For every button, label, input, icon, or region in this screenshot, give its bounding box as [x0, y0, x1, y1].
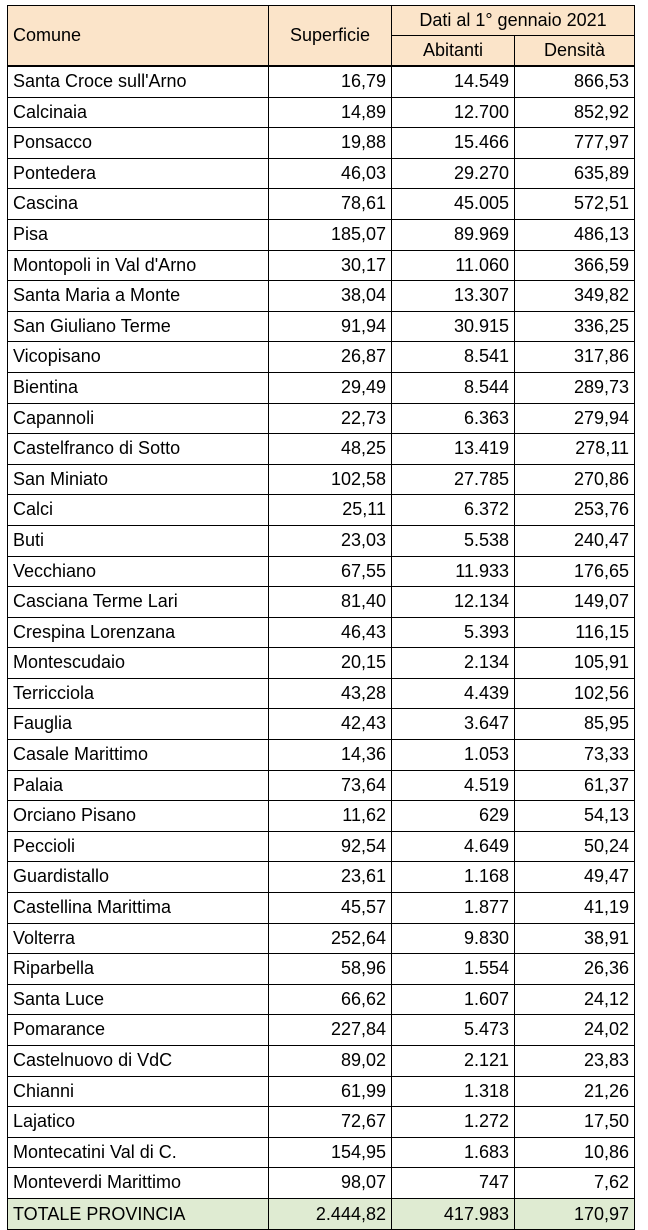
cell-comune: Guardistallo — [8, 862, 269, 893]
cell-densita: 41,19 — [515, 893, 635, 924]
cell-abitanti: 11.060 — [392, 250, 515, 281]
table-row — [8, 128, 635, 159]
cell-abitanti: 4.439 — [392, 678, 515, 709]
table-row — [8, 342, 635, 373]
cell-abitanti: 15.466 — [392, 128, 515, 159]
cell-abitanti: 1.683 — [392, 1137, 515, 1168]
table-row — [8, 403, 635, 434]
cell-comune: Vecchiano — [8, 556, 269, 587]
cell-abitanti: 629 — [392, 801, 515, 832]
table-row — [8, 831, 635, 862]
cell-comune: Santa Croce sull'Arno — [8, 66, 269, 97]
table-row — [8, 281, 635, 312]
cell-comune: Ponsacco — [8, 128, 269, 159]
table-row — [8, 709, 635, 740]
table-row — [8, 1107, 635, 1138]
table-row — [8, 1076, 635, 1107]
total-label: TOTALE PROVINCIA — [8, 1198, 269, 1229]
cell-densita: 10,86 — [515, 1137, 635, 1168]
cell-abitanti: 8.544 — [392, 372, 515, 403]
table-row — [8, 678, 635, 709]
cell-comune: Santa Maria a Monte — [8, 281, 269, 312]
cell-comune: Terricciola — [8, 678, 269, 709]
cell-densita: 486,13 — [515, 219, 635, 250]
cell-abitanti: 89.969 — [392, 219, 515, 250]
cell-abitanti: 4.519 — [392, 770, 515, 801]
cell-superficie: 25,11 — [269, 495, 392, 526]
cell-densita: 572,51 — [515, 189, 635, 220]
cell-superficie: 92,54 — [269, 831, 392, 862]
table-row — [8, 556, 635, 587]
cell-comune: Casale Marittimo — [8, 740, 269, 771]
cell-abitanti: 45.005 — [392, 189, 515, 220]
table-row — [8, 1046, 635, 1077]
cell-superficie: 61,99 — [269, 1076, 392, 1107]
cell-densita: 852,92 — [515, 97, 635, 128]
cell-densita: 176,65 — [515, 556, 635, 587]
header-dati-group: Dati al 1° gennaio 2021 — [392, 6, 635, 36]
table-row — [8, 770, 635, 801]
cell-superficie: 66,62 — [269, 984, 392, 1015]
cell-densita: 24,12 — [515, 984, 635, 1015]
cell-densita: 349,82 — [515, 281, 635, 312]
cell-superficie: 72,67 — [269, 1107, 392, 1138]
cell-abitanti: 9.830 — [392, 923, 515, 954]
cell-comune: Bientina — [8, 372, 269, 403]
cell-superficie: 14,89 — [269, 97, 392, 128]
header-superficie: Superficie — [269, 6, 392, 67]
table-row — [8, 372, 635, 403]
cell-comune: Capannoli — [8, 403, 269, 434]
cell-superficie: 78,61 — [269, 189, 392, 220]
table-row — [8, 923, 635, 954]
cell-comune: Buti — [8, 525, 269, 556]
cell-comune: Casciana Terme Lari — [8, 587, 269, 618]
cell-comune: Santa Luce — [8, 984, 269, 1015]
table-row — [8, 97, 635, 128]
cell-superficie: 58,96 — [269, 954, 392, 985]
cell-comune: Volterra — [8, 923, 269, 954]
header-comune: Comune — [8, 6, 269, 67]
table-row — [8, 219, 635, 250]
table-body — [8, 66, 635, 1198]
cell-abitanti: 8.541 — [392, 342, 515, 373]
cell-superficie: 46,03 — [269, 158, 392, 189]
cell-comune: Cascina — [8, 189, 269, 220]
cell-densita: 289,73 — [515, 372, 635, 403]
cell-comune: Montecatini Val di C. — [8, 1137, 269, 1168]
cell-comune: Riparbella — [8, 954, 269, 985]
cell-densita: 54,13 — [515, 801, 635, 832]
cell-superficie: 23,61 — [269, 862, 392, 893]
cell-comune: Lajatico — [8, 1107, 269, 1138]
cell-superficie: 91,94 — [269, 311, 392, 342]
header-densita: Densità — [515, 36, 635, 67]
cell-abitanti: 6.372 — [392, 495, 515, 526]
cell-abitanti: 1.607 — [392, 984, 515, 1015]
cell-densita: 278,11 — [515, 434, 635, 465]
cell-densita: 866,53 — [515, 66, 635, 97]
cell-comune: Palaia — [8, 770, 269, 801]
cell-densita: 21,26 — [515, 1076, 635, 1107]
cell-superficie: 30,17 — [269, 250, 392, 281]
cell-comune: San Miniato — [8, 464, 269, 495]
cell-comune: Calci — [8, 495, 269, 526]
cell-densita: 240,47 — [515, 525, 635, 556]
cell-densita: 317,86 — [515, 342, 635, 373]
cell-densita: 102,56 — [515, 678, 635, 709]
cell-superficie: 46,43 — [269, 617, 392, 648]
cell-abitanti: 29.270 — [392, 158, 515, 189]
cell-superficie: 154,95 — [269, 1137, 392, 1168]
cell-densita: 23,83 — [515, 1046, 635, 1077]
cell-densita: 336,25 — [515, 311, 635, 342]
cell-densita: 17,50 — [515, 1107, 635, 1138]
cell-abitanti: 4.649 — [392, 831, 515, 862]
total-densita: 170,97 — [515, 1198, 635, 1229]
total-abitanti: 417.983 — [392, 1198, 515, 1229]
cell-superficie: 252,64 — [269, 923, 392, 954]
cell-superficie: 43,28 — [269, 678, 392, 709]
cell-superficie: 185,07 — [269, 219, 392, 250]
cell-densita: 26,36 — [515, 954, 635, 985]
cell-densita: 50,24 — [515, 831, 635, 862]
table-row — [8, 587, 635, 618]
cell-abitanti: 13.307 — [392, 281, 515, 312]
table-row — [8, 495, 635, 526]
cell-superficie: 42,43 — [269, 709, 392, 740]
table-row — [8, 862, 635, 893]
cell-comune: Crespina Lorenzana — [8, 617, 269, 648]
cell-abitanti: 747 — [392, 1168, 515, 1199]
cell-comune: Pontedera — [8, 158, 269, 189]
cell-abitanti: 5.538 — [392, 525, 515, 556]
cell-superficie: 22,73 — [269, 403, 392, 434]
header-row — [8, 6, 635, 36]
cell-densita: 38,91 — [515, 923, 635, 954]
cell-densita: 777,97 — [515, 128, 635, 159]
cell-comune: Vicopisano — [8, 342, 269, 373]
table-row — [8, 648, 635, 679]
total-row — [8, 1198, 635, 1229]
cell-comune: Monteverdi Marittimo — [8, 1168, 269, 1199]
cell-densita: 24,02 — [515, 1015, 635, 1046]
table-row — [8, 464, 635, 495]
cell-densita: 366,59 — [515, 250, 635, 281]
cell-comune: San Giuliano Terme — [8, 311, 269, 342]
cell-comune: Montopoli in Val d'Arno — [8, 250, 269, 281]
cell-comune: Pisa — [8, 219, 269, 250]
table-row — [8, 158, 635, 189]
cell-abitanti: 5.393 — [392, 617, 515, 648]
table-row — [8, 954, 635, 985]
cell-superficie: 81,40 — [269, 587, 392, 618]
cell-densita: 49,47 — [515, 862, 635, 893]
header-abitanti: Abitanti — [392, 36, 515, 67]
cell-abitanti: 30.915 — [392, 311, 515, 342]
cell-abitanti: 27.785 — [392, 464, 515, 495]
cell-comune: Fauglia — [8, 709, 269, 740]
cell-abitanti: 1.053 — [392, 740, 515, 771]
cell-abitanti: 6.363 — [392, 403, 515, 434]
cell-superficie: 14,36 — [269, 740, 392, 771]
cell-abitanti: 12.134 — [392, 587, 515, 618]
table-row — [8, 434, 635, 465]
cell-superficie: 19,88 — [269, 128, 392, 159]
cell-comune: Castelnuovo di VdC — [8, 1046, 269, 1077]
table-row — [8, 1137, 635, 1168]
cell-densita: 635,89 — [515, 158, 635, 189]
cell-superficie: 73,64 — [269, 770, 392, 801]
cell-abitanti: 3.647 — [392, 709, 515, 740]
cell-densita: 116,15 — [515, 617, 635, 648]
table-row — [8, 525, 635, 556]
cell-superficie: 48,25 — [269, 434, 392, 465]
cell-superficie: 45,57 — [269, 893, 392, 924]
cell-abitanti: 2.121 — [392, 1046, 515, 1077]
cell-abitanti: 12.700 — [392, 97, 515, 128]
cell-abitanti: 14.549 — [392, 66, 515, 97]
table-row — [8, 1015, 635, 1046]
cell-densita: 7,62 — [515, 1168, 635, 1199]
cell-superficie: 67,55 — [269, 556, 392, 587]
cell-densita: 270,86 — [515, 464, 635, 495]
cell-abitanti: 11.933 — [392, 556, 515, 587]
table-row — [8, 250, 635, 281]
cell-comune: Calcinaia — [8, 97, 269, 128]
cell-densita: 61,37 — [515, 770, 635, 801]
table-row — [8, 189, 635, 220]
table-row — [8, 1168, 635, 1199]
cell-densita: 253,76 — [515, 495, 635, 526]
cell-comune: Peccioli — [8, 831, 269, 862]
cell-abitanti: 1.318 — [392, 1076, 515, 1107]
cell-comune: Chianni — [8, 1076, 269, 1107]
cell-superficie: 26,87 — [269, 342, 392, 373]
table-row — [8, 740, 635, 771]
cell-abitanti: 2.134 — [392, 648, 515, 679]
cell-densita: 279,94 — [515, 403, 635, 434]
table-row — [8, 801, 635, 832]
cell-comune: Montescudaio — [8, 648, 269, 679]
table-row — [8, 617, 635, 648]
table-row — [8, 311, 635, 342]
table-row — [8, 984, 635, 1015]
cell-abitanti: 1.272 — [392, 1107, 515, 1138]
cell-abitanti: 5.473 — [392, 1015, 515, 1046]
cell-densita: 149,07 — [515, 587, 635, 618]
cell-superficie: 38,04 — [269, 281, 392, 312]
cell-superficie: 29,49 — [269, 372, 392, 403]
cell-superficie: 23,03 — [269, 525, 392, 556]
cell-comune: Pomarance — [8, 1015, 269, 1046]
cell-abitanti: 1.877 — [392, 893, 515, 924]
cell-superficie: 227,84 — [269, 1015, 392, 1046]
cell-comune: Castellina Marittima — [8, 893, 269, 924]
cell-superficie: 102,58 — [269, 464, 392, 495]
cell-superficie: 11,62 — [269, 801, 392, 832]
cell-abitanti: 1.554 — [392, 954, 515, 985]
cell-superficie: 16,79 — [269, 66, 392, 97]
total-superficie: 2.444,82 — [269, 1198, 392, 1229]
cell-densita: 73,33 — [515, 740, 635, 771]
cell-comune: Castelfranco di Sotto — [8, 434, 269, 465]
table-row — [8, 893, 635, 924]
cell-abitanti: 1.168 — [392, 862, 515, 893]
cell-superficie: 89,02 — [269, 1046, 392, 1077]
population-density-table — [7, 5, 635, 1230]
cell-superficie: 20,15 — [269, 648, 392, 679]
cell-superficie: 98,07 — [269, 1168, 392, 1199]
cell-densita: 85,95 — [515, 709, 635, 740]
cell-abitanti: 13.419 — [392, 434, 515, 465]
cell-comune: Orciano Pisano — [8, 801, 269, 832]
cell-densita: 105,91 — [515, 648, 635, 679]
table-row — [8, 66, 635, 97]
